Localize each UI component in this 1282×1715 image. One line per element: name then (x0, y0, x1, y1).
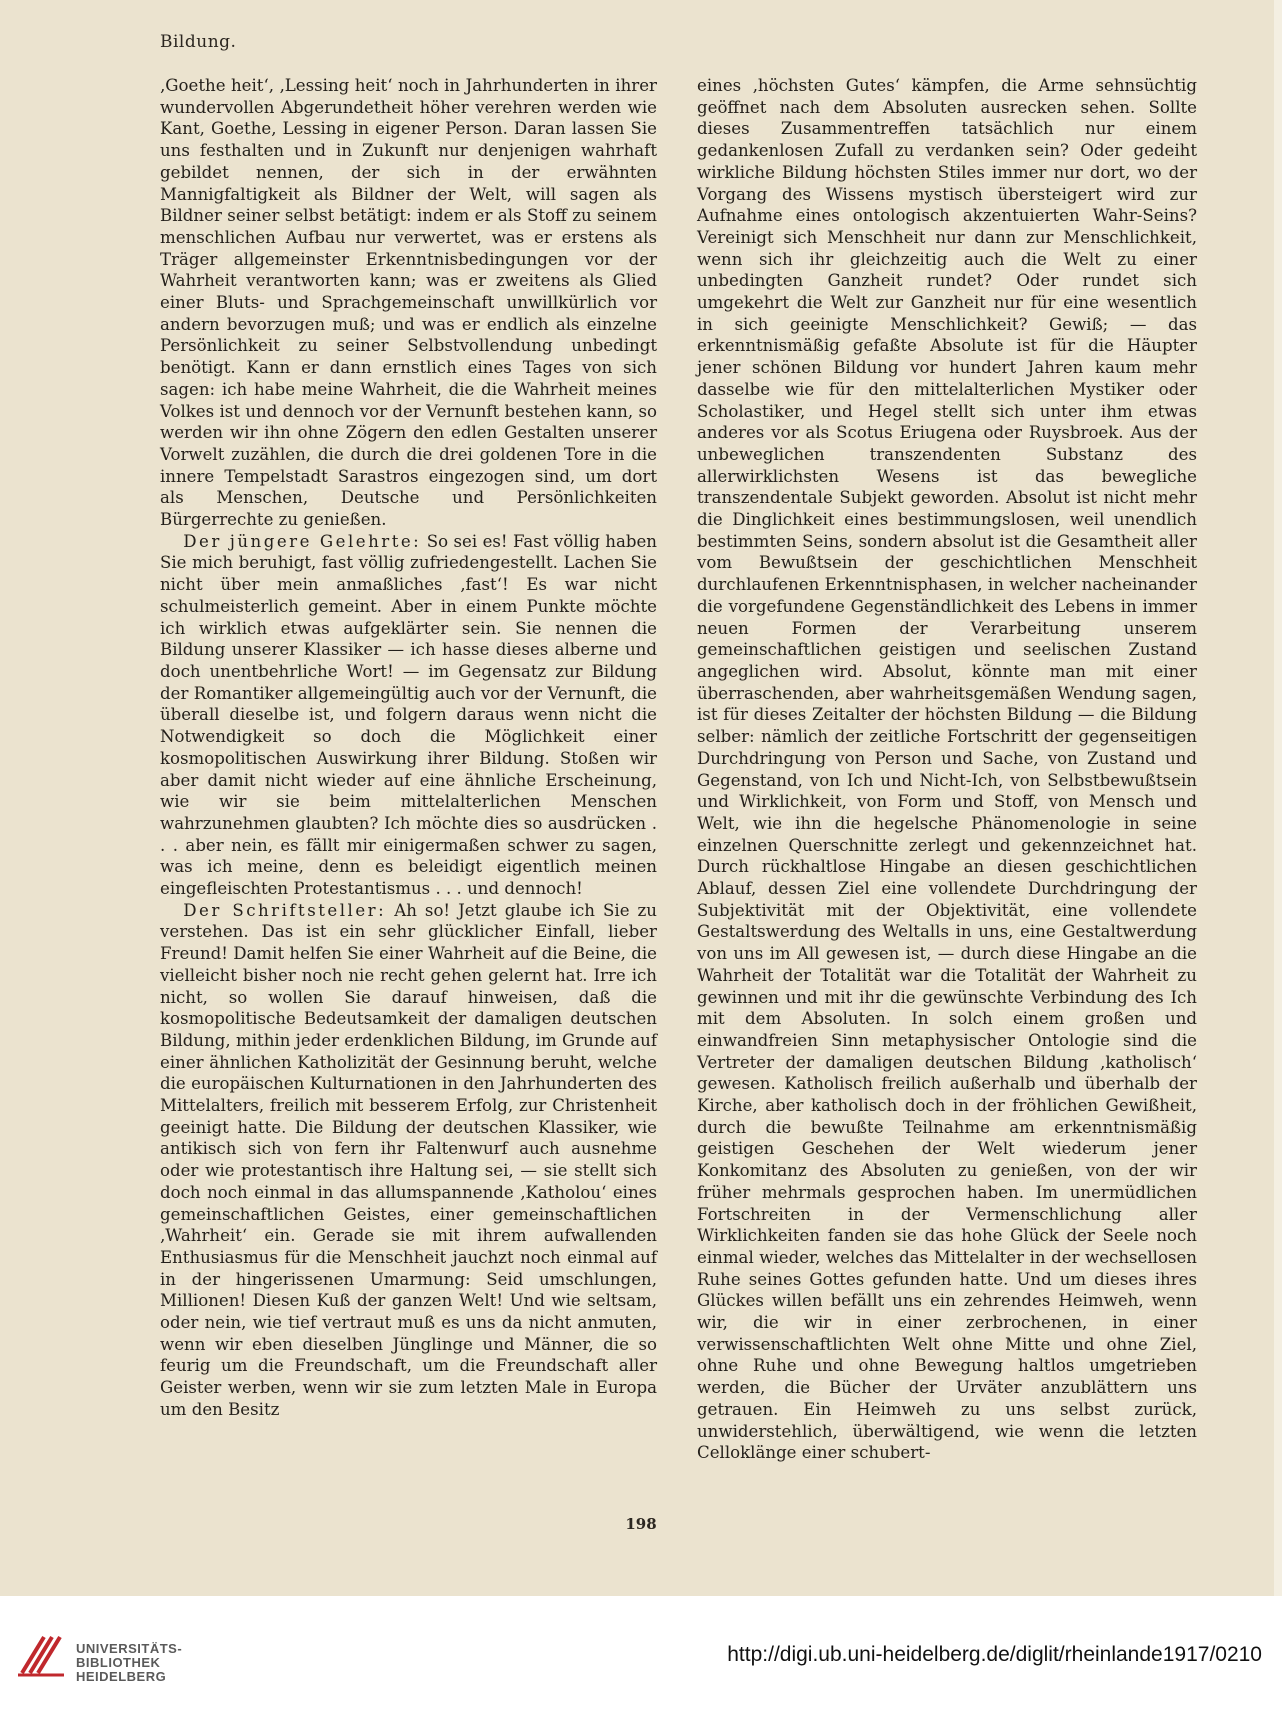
speaker-name: Der Schriftsteller: (183, 900, 387, 920)
running-head: Bildung. (160, 32, 237, 52)
footer (0, 1596, 1282, 1715)
library-name (76, 1642, 182, 1684)
page-edge (1274, 0, 1282, 1596)
ub-heidelberg-logo-icon (14, 1627, 68, 1681)
library-name-line-3: HEIDELBERG (76, 1669, 167, 1684)
source-url-link[interactable]: http://digi.ub.uni-heidelberg.de/diglit/rheinlande1917/0210 (727, 1643, 1262, 1666)
left-paragraph-2: Der jüngere Gelehrte: So sei es! Fast völlig haben Sie mich beruhigt, fast völlig zufriedengestellt. Lachen Sie nicht über mein anmaßliches ‚fast‘! Es war nicht schulmeisterlich gemeint. Aber in einem Punkte möchte ich wirklich etwas aufgeklärter sein. Sie nennen die Bildung unserer Klassiker — ich hasse dieses alberne und doch unentbehrliche Wort! — im Gegensatz zur Bildung der Romantiker allgemeingültig auch vor der Vernunft, die überall dieselbe ist, und folgern daraus wenn nicht die Notwendigkeit so doch die Möglichkeit einer kosmopolitischen Auswirkung ihrer Bildung. Stoßen wir aber damit nicht wieder auf eine ähnliche Erscheinung, wie wir sie beim mittelalterlichen Menschen wahrzunehmen glaubten? Ich möchte dies so ausdrücken . . . aber nein, es fällt mir einigermaßen schwer zu sagen, was ich meine, denn es beleidigt eigentlich meinen eingefleischten Protestantismus . . . und dennoch! (160, 531, 657, 899)
left-paragraph-1: ‚Goethe heit‘, ‚Lessing heit‘ noch in Jahrhunderten in ihrer wundervollen Abgerundetheit höher verehren werden wie Kant, Goethe, Lessing in eigener Person. Daran lassen Sie uns festhalten und in Zukunft nur denjenigen wahrhaft gebildet nennen, der sich in der erwähnten Mannigfaltigkeit als Bildner der Welt, will sagen als Bildner seiner selbst betätigt: indem er als Stoff zu seinem menschlichen Aufbau nur verwertet, was er erstens als Träger allgemeinster Erkenntnisbedingungen vor der Wahrheit verantworten kann; was er zweitens als Glied einer Bluts- und Sprachgemeinschaft unwillkürlich vor andern bevorzugen muß; und was er endlich als einzelne Persönlichkeit zu seiner Selbstvollendung unbedingt benötigt. Kann er dann ernstlich eines Tages von sich sagen: ich habe meine Wahrheit, die die Wahrheit meines Volkes ist und dennoch vor der Vernunft bestehen kann, so werden wir ihn ohne Zögern den edlen Gestalten unserer Vorwelt zuzählen, die durch die drei goldenen Tore in die innere Tempelstadt Sarastros eingezogen sind, um dort als Menschen, Deutsche und Persönlichkeiten Bürgerrechte zu genießen. (160, 76, 657, 530)
library-name-line-1: UNIVERSITÄTS- (76, 1641, 183, 1656)
page-number: 198 (625, 1515, 657, 1533)
right-column (697, 75, 1197, 1464)
speaker-name: Der jüngere Gelehrte: (183, 531, 422, 551)
library-name-line-2: BIBLIOTHEK (76, 1655, 161, 1670)
right-paragraph-1: eines ‚höchsten Gutes‘ kämpfen, die Arme sehnsüchtig geöffnet nach dem Absoluten ausrecken sehen. Sollte dieses Zusammentreffen tatsächlich nur einem gedankenlosen Zufall zu verdanken sein? Oder gedeiht wirkliche Bildung höchsten Stiles immer nur dort, wo der Vorgang des Wissens mystisch übersteigert wird zur Aufnahme eines ontologisch akzentuierten Wahr-Seins? Vereinigt sich Menschheit nur dann zur Menschlichkeit, wenn sich ihr gleichzeitig auch die Welt zu einer unbedingten Ganzheit rundet? Oder rundet sich umgekehrt die Welt zur Ganzheit nur für eine wesentlich in sich geeinigte Menschlichkeit? Gewiß; — das erkenntnismäßig gefaßte Absolute ist für die Häupter jener schönen Bildung vor hundert Jahren kaum mehr dasselbe wie für den mittelalterlichen Mystiker oder Scholastiker, und Hegel stellt sich unter ihm etwas anderes vor als Scotus Eriugena oder Ruysbroek. Aus der unbeweglichen transzendenten Substanz des allerwirklichsten Wesens ist das bewegliche transzendentale Subjekt geworden. Absolut ist nicht mehr die Dinglichkeit eines bestimmungslosen, weil unendlich bestimmten Seins, sondern absolut ist die Gesamtheit aller vom Bewußtsein der geschichtlichen Menschheit durchlaufenen Erkenntnisphasen, in welcher nacheinander die vorgefundene Gegenständlichkeit des Lebens in immer neuen Formen der Verarbeitung unserem gemeinschaftlichen geistigen und seelischen Zustand angeglichen wird. Absolut, könnte man mit einer überraschenden, aber wahrheitsgemäßen Wendung sagen, ist für dieses Zeitalter der höchsten Bildung — die Bildung selber: nämlich der zeitliche Fortschritt der gegenseitigen Durchdringung von Person und Sache, von Zustand und Gegenstand, von Ich und Nicht-Ich, von Selbstbewußtsein und Wirklichkeit, von Form und Stoff, von Mensch und Welt, wie ihn die hegelsche Phänomenologie in seine einzelnen Querschnitte zerlegt und gekennzeichnet hat. Durch rückhaltlose Hingabe an diesen geschichtlichen Ablauf, dessen Ziel eine vollendete Durchdringung der Subjektivität mit der Objektivität, eine vollendete Gestaltswerdung des Weltalls in uns, eine Gestaltwerdung von uns im All gewesen ist, — durch diese Hingabe an die Wahrheit der Totalität war die Totalität der Wahrheit zu gewinnen und mit ihr die gewünschte Verbindung des Ich mit dem Absoluten. In solch einem großen und einwandfreien Sinn metaphysischer Ontologie sind die Vertreter der damaligen deutschen Bildung ‚katholisch‘ gewesen. Katholisch freilich außerhalb und überhalb der Kirche, aber katholisch doch in der fröhlichen Gewißheit, durch die bewußte Teilnahme am erkenntnismäßig geistigen Geschehen der Welt wiederum jener Konkomitanz des Absoluten zu genießen, von der wir früher mehrmals gesprochen haben. Im unermüdlichen Fortschreiten in der Vermenschlichung aller Wirklichkeiten fanden sie das hohe Glück der Seele noch einmal wieder, welches das Mittelalter in der wechsellosen Ruhe seines Gottes gefunden hatte. Und um dieses ihres Glückes willen befällt uns ein zehrendes Heimweh, wenn wir, die wir in einer zerbrochenen, in einer verwissenschaftlichten Welt ohne Mitte und ohne Ziel, ohne Ruhe und ohne Bewegung haltlos umgetrieben werden, die Bücher der Urväter anzublättern uns getrauen. Ein Heimweh zu uns selbst zurück, unwiderstehlich, überwältigend, wie wenn die letzten Celloklänge einer schubert- (697, 76, 1197, 1463)
left-column (160, 75, 657, 1421)
left-paragraph-3: Der Schriftsteller: Ah so! Jetzt glaube ich Sie zu verstehen. Das ist ein sehr glücklicher Einfall, lieber Freund! Damit helfen Sie einer Wahrheit auf die Beine, die vielleicht bisher noch nie recht gehen gelernt hat. Irre ich nicht, so wollen Sie darauf hinweisen, daß die kosmopolitische Bedeutsamkeit der damaligen deutschen Bildung, mithin jeder erdenklichen Bildung, im Grunde auf einer ähnlichen Katholizität der Gesinnung beruht, welche die europäischen Kulturnationen in den Jahrhunderten des Mittelalters, freilich mit besserem Erfolg, zur Christenheit geeinigt hatte. Die Bildung der deutschen Klassiker, wie antikisch sich von fern ihr Faltenwurf auch ausnehme oder wie protestantisch ihre Haltung sei, — sie stellt sich doch noch einmal in das allumspannende ‚Katholou‘ eines gemeinschaftlichen Geistes, einer gemeinschaftlichen ‚Wahrheit‘ ein. Gerade sie mit ihrem aufwallenden Enthusiasmus für die Menschheit jauchzt noch einmal auf in der hingerissenen Umarmung: Seid umschlungen, Millionen! Diesen Kuß der ganzen Welt! Und wie seltsam, oder nein, wie tief vertraut muß es uns da nicht anmuten, wenn wir eben dieselben Jünglinge und Männer, die so feurig um die Freundschaft, um die Freundschaft aller Geister werben, wenn wir sie zum letzten Male in Europa um den Besitz (160, 900, 657, 1419)
